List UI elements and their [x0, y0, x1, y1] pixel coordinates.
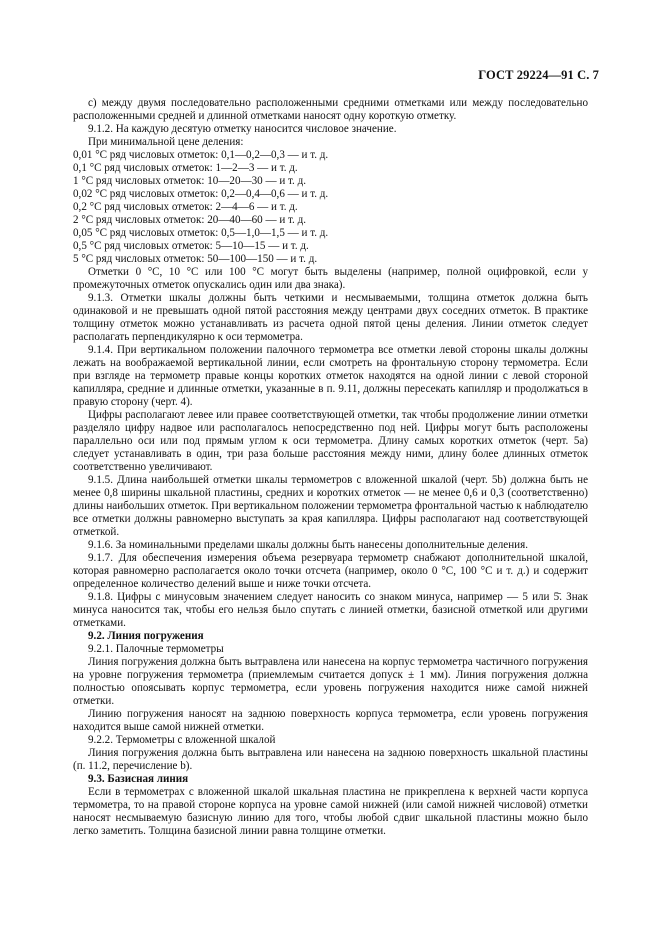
page-header: ГОСТ 29224—91 С. 7 — [478, 68, 599, 82]
document-body — [73, 97, 588, 838]
paragraph: 5 °С ряд числовых отметок: 50—100—150 — и т. д. — [73, 253, 318, 265]
paragraph: 0,2 °С ряд числовых отметок: 2—4—6 — и т. д. — [73, 201, 298, 213]
paragraph: 9.1.2. На каждую десятую отметку наносится числовое значение. — [88, 123, 397, 135]
paragraph: 0,02 °С ряд числовых отметок: 0,2—0,4—0,6 — и т. д. — [73, 188, 329, 200]
paragraph: 9.1.8. Цифры с минусовым значением следует наносить со знаком минуса, например — 5 или 5̄. Знак минуса наносится так, чтобы его нельзя было спутать с линией отметки, базисной отметкой или другими отметками. — [73, 591, 588, 629]
subsection-heading: 9.2.1. Палочные термометры — [88, 643, 224, 655]
paragraph: 9.1.4. При вертикальном положении палочного термометра все отметки левой стороны шкалы должны лежать на воображаемой вертикальной линии, если смотреть на фронтальную сторону термометра. Если при взгляде на термометр правые концы коротких отметок находятся на одной линии с левой стороной капилляра, средние и длинные отметки, указанные в п. 9.11, должны пересекать капилляр и продолжаться в правую сторону (черт. 4). — [73, 344, 588, 408]
subsection-heading: 9.2.2. Термометры с вложенной шкалой — [88, 734, 276, 746]
section-heading: 9.2. Линия погружения — [88, 630, 204, 642]
paragraph: c) между двумя последовательно расположенными средними отметками или между последовательно расположенными средней и длинной отметками наносят одну короткую отметку. — [73, 97, 588, 122]
paragraph: При минимальной цене деления: — [88, 136, 244, 148]
paragraph: 0,5 °С ряд числовых отметок: 5—10—15 — и т. д. — [73, 240, 309, 252]
paragraph: Линию погружения наносят на заднюю поверхность корпуса термометра, если уровень погружения находится выше самой нижней отметки. — [73, 708, 588, 733]
paragraph: Если в термометрах с вложенной шкалой шкальная пластина не прикреплена к верхней части корпуса термометра, то на правой стороне корпуса на уровне самой нижней (или самой нижней числовой) отметки наносят несмываемую базисную линию для того, чтобы любой сдвиг шкальной пластины можно было легко заметить. Толщина базисной линии равна толщине отметки. — [73, 786, 588, 837]
paragraph: Цифры располагают левее или правее соответствующей отметки, так чтобы продолжение линии отметки разделяло цифру надвое или располагалось непосредственно под ней. Цифры могут быть расположены параллельно оси или под прямым углом к оси термометра. Длину самых коротких отметок (черт. 5а) следует устанавливать в один, три раза больше расстояния между ними, длину более длинных отметок соответственно увеличивают. — [73, 409, 588, 473]
paragraph: 9.1.3. Отметки шкалы должны быть четкими и несмываемыми, толщина отметок должна быть одинаковой и не превышать одной пятой расстояния между центрами двух соседних отметок. В практике толщину отметок можно устанавливать из расчета одной пятой цены деления. Линии отметок следует располагать перпендикулярно к оси термометра. — [73, 292, 588, 343]
paragraph: 9.1.6. За номинальными пределами шкалы должны быть нанесены дополнительные деления. — [88, 539, 528, 551]
paragraph: 9.1.5. Длина наибольшей отметки шкалы термометров с вложенной шкалой (черт. 5b) должна быть не менее 0,8 ширины шкальной пластины, средних и коротких отметок — не менее 0,6 и 0,3 (соответственно) длины наибольших отметок. При вертикальном положении термометра фронтальной частью к наблюдателю все отметки должны равномерно выступать за края капилляра. Цифры располагают над соответствующей отметкой. — [73, 474, 588, 538]
paragraph: 0,1 °С ряд числовых отметок: 1—2—3 — и т. д. — [73, 162, 298, 174]
paragraph: Линия погружения должна быть вытравлена или нанесена на заднюю поверхность шкальной пластины (п. 11.2, перечисление b). — [73, 747, 588, 772]
paragraph: 1 °С ряд числовых отметок: 10—20—30 — и т. д. — [73, 175, 307, 187]
paragraph: 0,05 °С ряд числовых отметок: 0,5—1,0—1,5 — и т. д. — [73, 227, 329, 239]
paragraph: Линия погружения должна быть вытравлена или нанесена на корпус термометра частичного погружения на уровне погружения термометра (приемлемым считается допуск ± 1 мм). Линия погружения должна полностью опоясывать корпус термометра, если уровень погружения находится ниже самой нижней отметки. — [73, 656, 588, 707]
section-heading: 9.3. Базисная линия — [88, 773, 189, 785]
paragraph: 9.1.7. Для обеспечения измерения объема резервуара термометр снабжают дополнительной шкалой, которая равномерно располагается около точки отсчета (например, около 0 °С, 100 °С и т. д.) и содержит определенное количество делений выше и ниже точки отсчета. — [73, 552, 588, 590]
paragraph: 0,01 °С ряд числовых отметок: 0,1—0,2—0,3 — и т. д. — [73, 149, 329, 161]
paragraph: Отметки 0 °С, 10 °С или 100 °С могут быть выделены (например, полной оцифровкой, если у промежуточных отметок опускались один или два знака). — [73, 266, 588, 291]
paragraph: 2 °С ряд числовых отметок: 20—40—60 — и т. д. — [73, 214, 307, 226]
